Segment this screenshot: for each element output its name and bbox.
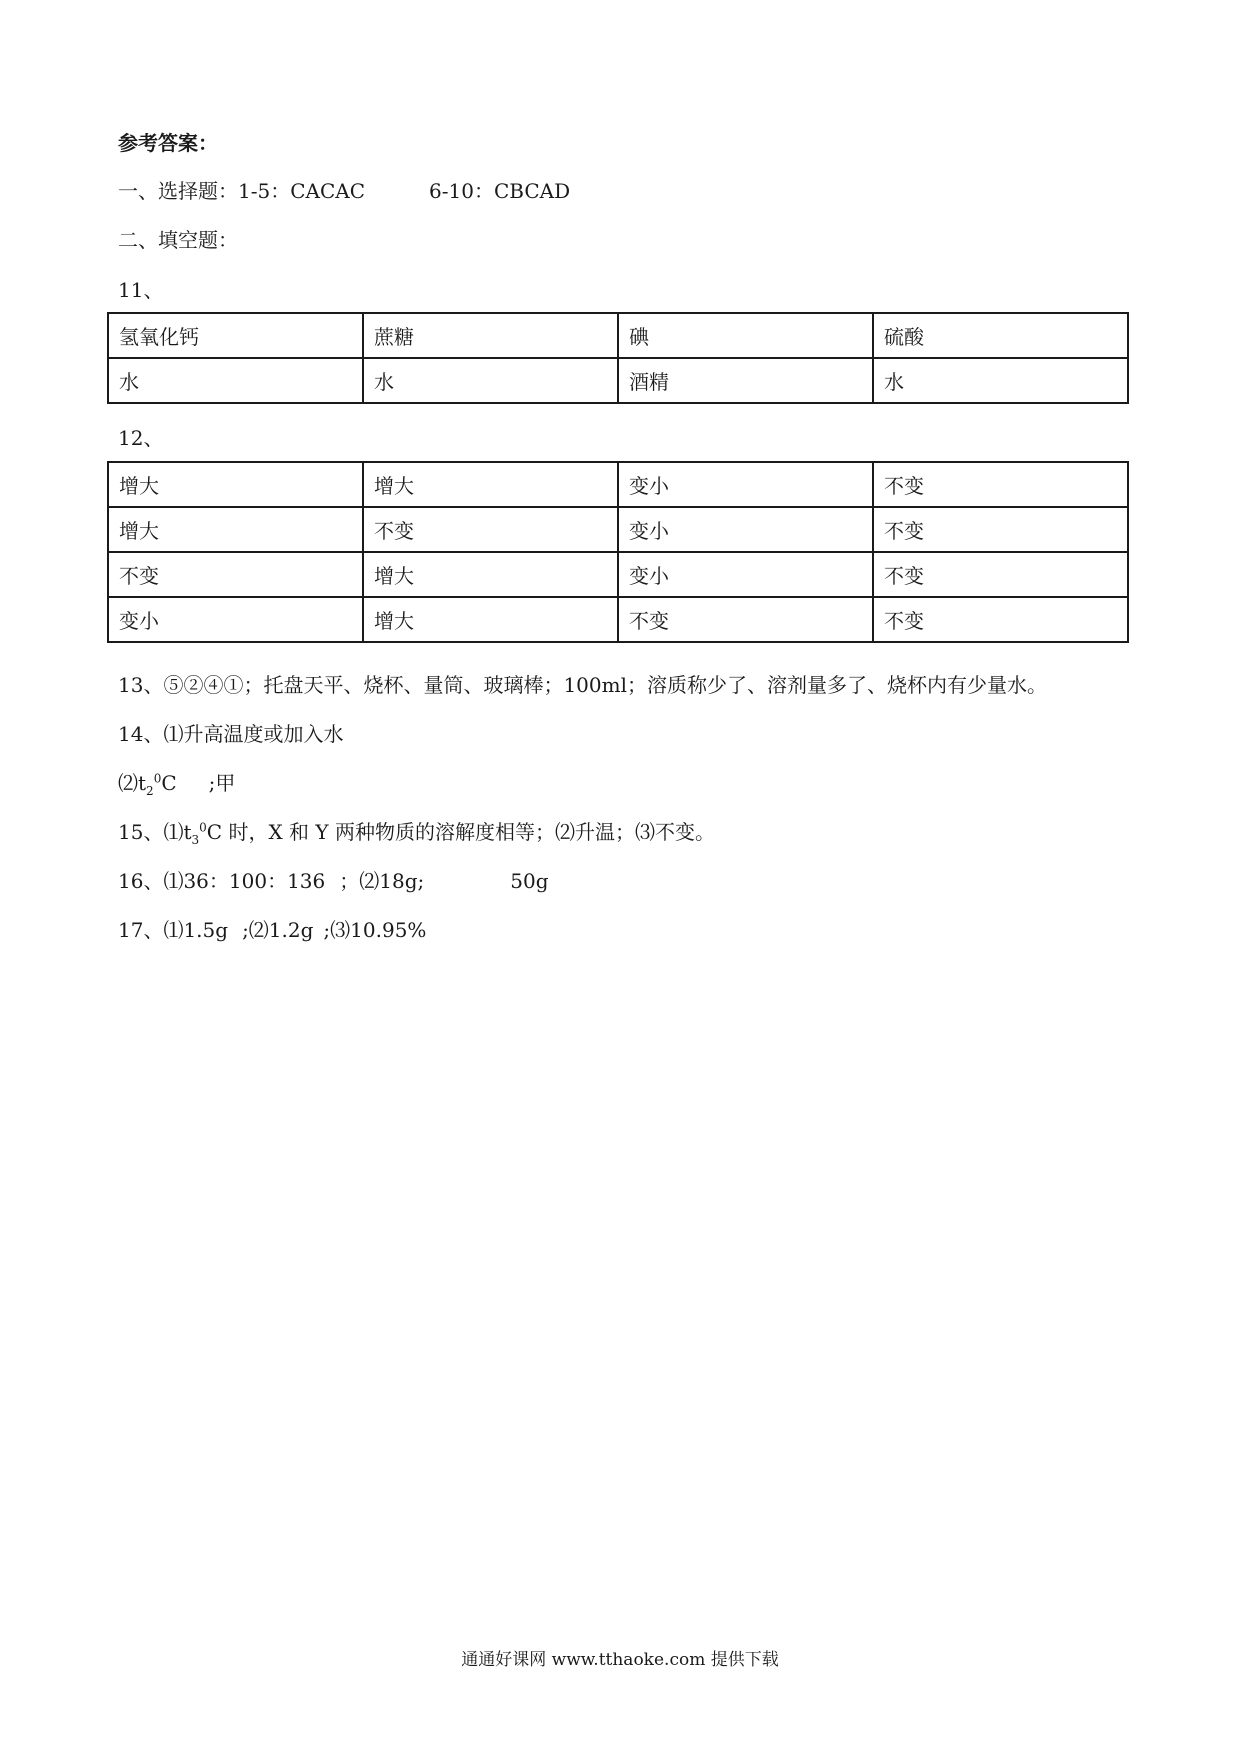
table-cell: 酒精 [618,358,873,403]
table-row [108,507,1128,552]
table-cell: 不变 [873,462,1128,507]
q15-suffix: C 时，X 和 Y 两种物质的溶解度相等；⑵升温；⑶不变。 [206,820,715,844]
table-cell: 不变 [108,552,363,597]
q16-answer [118,868,549,894]
fill-blank-heading: 二、填空题： [118,228,238,252]
table-cell: 不变 [873,552,1128,597]
table-cell: 变小 [618,552,873,597]
q14-subscript: 2 [146,784,154,798]
q15-subscript: 3 [191,833,200,847]
q11-table [107,312,1129,404]
table-cell: 增大 [363,552,618,597]
q15-superscript: 0 [199,820,207,835]
q11-label: 11、 [118,278,164,302]
table-cell: 变小 [618,462,873,507]
table-row [108,552,1128,597]
table-cell: 硫酸 [873,313,1128,358]
table-cell: 碘 [618,313,873,358]
q16-part1: 16、⑴36：100：136 [118,869,326,893]
table-cell: 增大 [363,462,618,507]
q12-label: 12、 [118,426,164,450]
table-cell: 变小 [108,597,363,642]
q16-part3: 50g [510,869,549,893]
q17-answer [118,917,426,943]
table-cell: 不变 [363,507,618,552]
table-cell: 水 [108,358,363,403]
table-cell: 不变 [873,507,1128,552]
q14-superscript: 0 [153,771,162,786]
table-row [108,358,1128,403]
q14-answer-line2 [118,770,235,796]
table-cell: 水 [363,358,618,403]
table-cell: 增大 [108,507,363,552]
q12-table [107,461,1129,643]
answer-heading: 参考答案： [118,131,218,155]
table-cell: 不变 [873,597,1128,642]
table-cell: 蔗糖 [363,313,618,358]
q17-part2: ;⑵1.2g [242,918,314,942]
choice-answers [118,178,570,204]
table-cell: 增大 [363,597,618,642]
q13-answer: 13、⑤②④①；托盘天平、烧杯、量筒、玻璃棒；100ml；溶质称少了、溶剂量多了、烧杯内有少量水。 [118,673,1047,697]
q17-part3: ;⑶10.95% [323,918,427,942]
q17-part1: 17、⑴1.5g [118,918,229,942]
table-cell: 氢氧化钙 [108,313,363,358]
q15-prefix: 15、⑴t [118,820,192,844]
table-row [108,313,1128,358]
q16-part2: ；⑵18g; [339,869,425,893]
q15-answer [118,819,715,845]
choice-answers-part1: 一、选择题：1-5：CACAC [118,179,366,203]
choice-answers-part2: 6-10：CBCAD [429,179,571,203]
table-row [108,462,1128,507]
q14-unit: C [161,771,177,795]
q14-suffix: ;甲 [208,771,236,795]
table-row [108,597,1128,642]
q14-answer-line1: 14、⑴升高温度或加入水 [118,722,344,746]
table-cell: 不变 [618,597,873,642]
q14-prefix: ⑵t [118,771,147,795]
table-cell: 变小 [618,507,873,552]
table-cell: 水 [873,358,1128,403]
page-footer: 通通好课网 www.tthaoke.com 提供下载 [461,1650,779,1670]
table-cell: 增大 [108,462,363,507]
